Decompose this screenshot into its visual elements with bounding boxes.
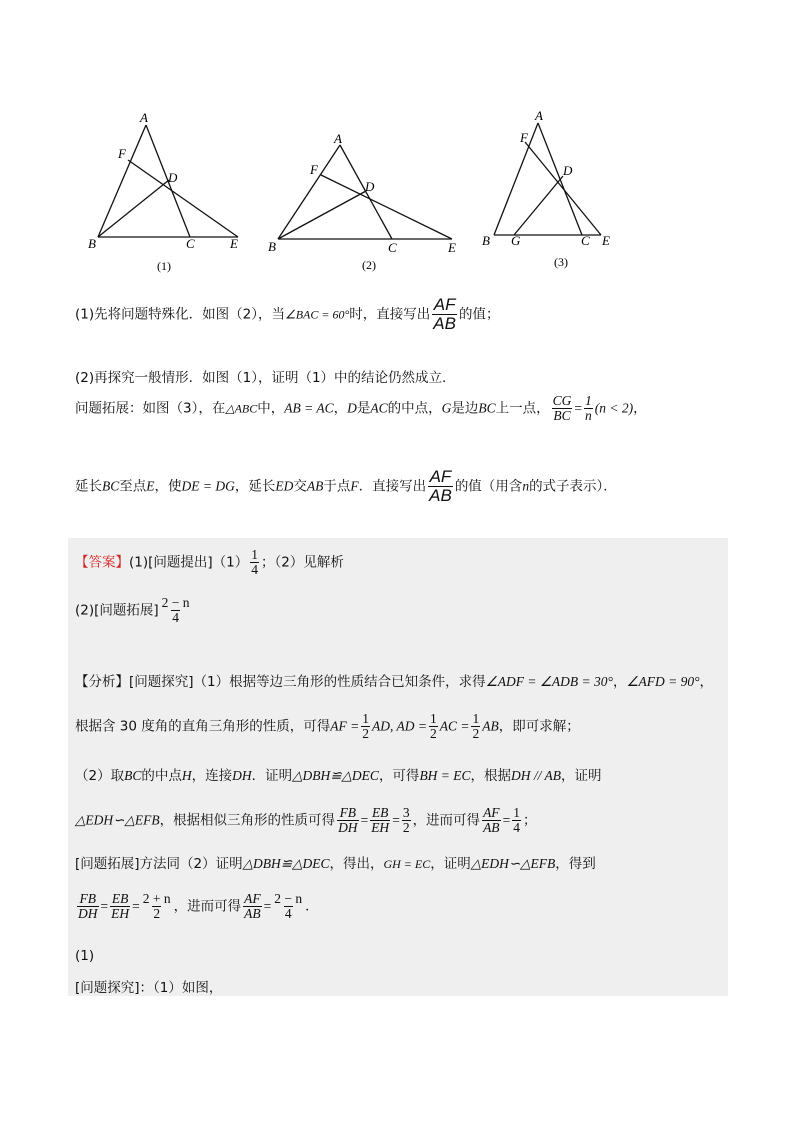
fig3-label-E: E — [602, 233, 610, 248]
fig1-label-D: D — [168, 170, 178, 185]
fig2-label-B: B — [268, 239, 276, 254]
fig2-label-D: D — [365, 179, 375, 194]
analysis-tag: 【分析】 — [75, 674, 129, 690]
solution-line-1: (1) — [75, 948, 95, 964]
q1-fraction: $\frac{AF}{AB}$ — [433, 295, 456, 333]
solution-line-2: [问题探究]：（1）如图， — [75, 980, 223, 996]
analysis-line-6: $\frac{FB}{DH}$ = $\frac{EB}{EH}$ = $\frac{2 + n}{2}$ ，进而可得 $\frac{AF}{AB}$ = $\frac{2 - n}{4}$ ． — [78, 891, 319, 922]
fig3-label-G: G — [511, 233, 521, 248]
figure-1 — [80, 108, 250, 278]
q1-condition: ∠BAC = 60° — [284, 307, 350, 322]
figure-3 — [478, 106, 628, 276]
answer-tag: 【答案】 — [75, 554, 129, 571]
fig2-label-C: C — [388, 240, 397, 255]
fig1-label-F: F — [118, 146, 126, 161]
fig3-label-D: D — [563, 163, 573, 178]
fig1-label-A: A — [140, 110, 148, 125]
question-1: (1)先将问题特殊化．如图（2），当∠BAC = 60°时，直接写出 $\frac{AF}{AB}$ 的值； — [75, 295, 500, 333]
question-2: (2)再探究一般情形．如图（1），证明（1）中的结论仍然成立． — [75, 370, 456, 386]
fig1-label-B: B — [88, 236, 96, 251]
extension-line-1: 问题拓展：如图（3），在△ABC中，AB = AC，D是AC的中点，G是边BC上一点， $\frac{CG}{BC}$ = $\frac{1}{n}$ (n < 2)， — [75, 393, 647, 424]
figure-2 — [262, 128, 467, 276]
fig2-label-F: F — [310, 162, 318, 177]
analysis-line-3: （2）取BC的中点H，连接DH．证明△DBH≌△DEC，可得BH = EC，根据DH // AB，证明 — [75, 768, 602, 784]
fig1-label-C: C — [186, 236, 195, 251]
answer-line-1: 【答案】(1)[问题提出]（1） $\frac{1}{4}$ ；（2）见解析 — [75, 547, 344, 578]
fig2-label-A: A — [334, 131, 342, 146]
fig2-caption: (2) — [362, 258, 376, 272]
fig3-label-A: A — [535, 108, 543, 123]
analysis-line-4: △EDH∽△EFB，根据相似三角形的性质可得 $\frac{FB}{DH}$ = $\frac{EB}{EH}$ = $\frac{3}{2}$ ，进而可得 $\frac{AF}{AB}$ = $\frac{1}{4}$ ； — [75, 805, 537, 836]
fig3-label-B: B — [482, 233, 490, 248]
ext2-fraction: $\frac{AF}{AB}$ — [429, 467, 452, 505]
extension-line-2: 延长BC至点E，使DE = DG，延长ED交AB于点F．直接写出 $\frac{AF}{AB}$ 的值（用含n的式子表示）． — [75, 467, 617, 505]
answer-line-2: (2)[问题拓展] $\frac{2 - n}{4}$ — [75, 595, 190, 626]
analysis-line-5: [问题拓展]方法同（2）证明△DBH≌△DEC，得出，GH = EC，证明△EDH∽△EFB，得到 — [75, 856, 596, 872]
analysis-line-1: 【分析】[问题探究]（1）根据等边三角形的性质结合已知条件，求得∠ADF = ∠ADB = 30°，∠AFD = 90°， — [75, 674, 714, 690]
fig3-label-C: C — [581, 233, 590, 248]
fig3-caption: (3) — [554, 255, 568, 269]
fig1-label-E: E — [230, 236, 238, 251]
fig2-label-E: E — [448, 240, 456, 255]
analysis-line-2: 根据含 30 度角的直角三角形的性质，可得AF = $\frac{1}{2}$ AD, AD = $\frac{1}{2}$ AC = $\frac{1}{2}$ AB，即可求解； — [75, 711, 580, 742]
fig1-caption: (1) — [157, 259, 171, 273]
ext-fraction-cg-bc: $\frac{CG}{BC}$ — [552, 393, 572, 424]
fig3-label-F: F — [520, 130, 528, 145]
